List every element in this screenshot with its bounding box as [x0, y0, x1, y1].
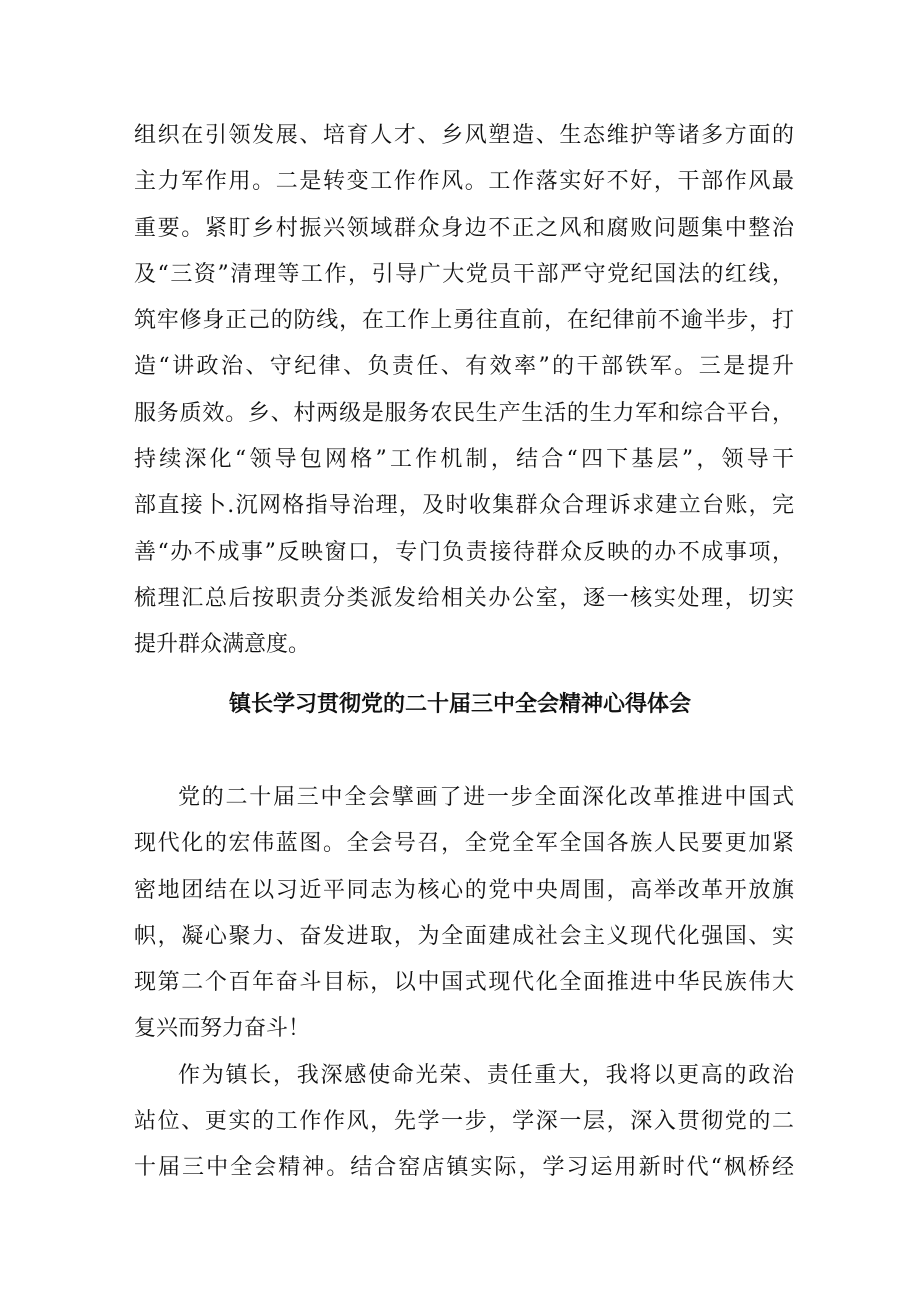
body-paragraph-2	[134, 775, 794, 1192]
text-line: 持续深化“领导包网格”工作机制，结合“四下基层”，领导干	[134, 447, 794, 473]
text-line: 善“办不成事”反映窗口，专门负责接待群众反映的办不成事项，	[134, 539, 794, 565]
text-line: 十届三中全会精神。结合窑店镇实际，学习运用新时代“枫桥经	[134, 1155, 794, 1181]
text-line: 梳理汇总后按职责分类派发给相关办公室，逐一核实处理，切实	[134, 585, 794, 611]
body-paragraph-1	[134, 113, 794, 669]
text-line: 部直接卜.沉网格指导治理，及时收集群众合理诉求建立台账，完	[134, 493, 794, 519]
text-line: 主力军作用。二是转变工作作风。工作落实好不好，干部作风最	[134, 169, 794, 195]
text-line: 提升群众满意度。	[134, 632, 311, 658]
section-heading: 镇长学习贯彻党的二十届三中全会精神心得体会	[228, 692, 691, 717]
text-line: 密地团结在以习近平同志为核心的党中央周围，高举改革开放旗	[134, 877, 794, 903]
text-line: 造“讲政治、守纪律、负责任、有效率”的干部铁军。三是提升	[134, 354, 794, 380]
text-line: 党的二十届三中全会擘画了进一步全面深化改革推进中国式	[178, 785, 794, 810]
text-line: 筑牢修身正己的防线，在工作上勇往直前，在纪律前不逾半步，打	[134, 308, 794, 334]
text-line: 作为镇长，我深感使命光荣、责任重大，我将以更高的政治	[178, 1062, 794, 1088]
text-line: 重要。紧盯乡村振兴领域群众身边不正之风和腐败问题集中整治	[134, 215, 794, 241]
text-line: 帜，凝心聚力、奋发进取，为全面建成社会主义现代化强国、实	[134, 923, 794, 949]
text-line: 服务质效。乡、村两级是服务农民生产生活的生力军和综合平台，	[134, 400, 794, 426]
text-line: 现代化的宏伟蓝图。全会号召，全党全军全国各族人民要更加紧	[134, 831, 794, 857]
text-line: 现第二个百年奋斗目标，以中国式现代化全面推进中华民族伟大	[134, 970, 794, 996]
text-line: 及“三资”清理等工作，引导广大党员干部严守党纪国法的红线，	[134, 261, 794, 287]
text-line: 复兴而努力奋斗！	[134, 1016, 311, 1042]
text-line: 站位、更实的工作作风，先学一步，学深一层，深入贯彻党的二	[134, 1109, 794, 1135]
text-line: 组织在引领发展、培育人才、乡风塑造、生态维护等诸多方面的	[134, 123, 794, 148]
